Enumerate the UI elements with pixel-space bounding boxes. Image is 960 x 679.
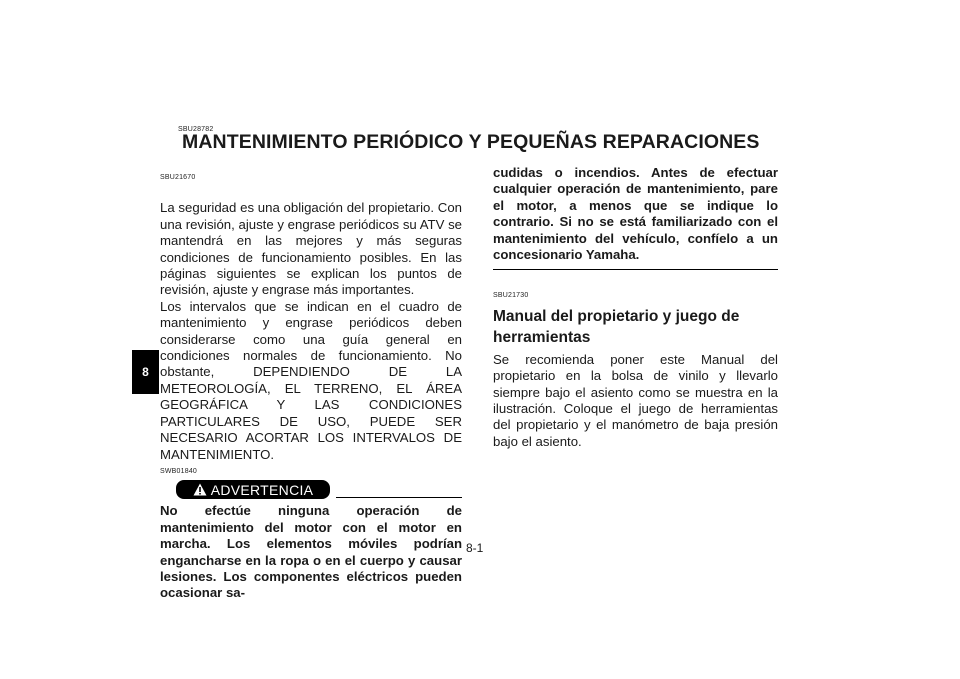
left-column (160, 170, 462, 602)
subsection-code: SBU21730 (493, 292, 529, 300)
warning-code: SWB01840 (160, 467, 198, 475)
warning-text-continued: cudidas o incendios. Antes de efectuar cualquier operación de mantenimiento, pare el motor, a menos que se indique lo contrario. Si no se está familiarizado con el mantenimiento del vehículo, confíelo a un concesionario Yamaha. (493, 165, 778, 263)
warning-header (160, 480, 462, 499)
warning-label: ADVERTENCIA (210, 481, 314, 498)
chapter-tab: 8 (132, 350, 159, 394)
intervals-paragraph: Los intervalos que se indican en el cuadro de mantenimiento y engrase periódicos deben considerarse como una guía general en condiciones normales de funcionamiento. No obstante, DEPENDIENDO DE LA METEOROLOGÍA, EL TERRENO, EL ÁREA GEOGRÁFICA Y LAS CONDICIONES PARTICULARES DE USO, PUEDE SER NECESARIO ACORTAR LOS INTERVALOS DE MANTENIMIENTO. (160, 298, 462, 462)
warning-rule (336, 497, 462, 498)
right-column (493, 165, 778, 450)
subsection-text: Se recomienda poner este Manual del propietario en la bolsa de vinilo y llevarlo siempre bajo el asiento como se muestra en la ilustración. Coloque el juego de herramientas del propietario y el manómetro de baja presión bajo el asiento. (493, 351, 778, 449)
title-code: SBU28782 (178, 126, 214, 133)
page-number: 8-1 (466, 541, 484, 555)
warning-triangle-icon (193, 483, 207, 496)
warning-end-rule (493, 269, 778, 270)
warning-text: No efectúe ninguna operación de mantenimiento del motor con el motor en marcha. Los elementos móviles podrían engancharse en la ropa o en el cuerpo y causar lesiones. Los componentes eléctricos pueden ocasionar sa- (160, 503, 462, 601)
warning-badge (176, 480, 330, 499)
section-code: SBU21670 (160, 174, 196, 181)
page-title: MANTENIMIENTO PERIÓDICO Y PEQUEÑAS REPARACIONES (182, 131, 760, 153)
intro-paragraph: La seguridad es una obligación del propietario. Con una revisión, ajuste y engrase periódicos su ATV se mantendrá en las mejores y más seguras condiciones de funcionamiento posibles. En las páginas siguientes se explican los puntos de revisión, ajuste y engrase más importantes. (160, 200, 462, 298)
subsection-title: Manual del propietario y juego de herramientas (493, 307, 740, 346)
